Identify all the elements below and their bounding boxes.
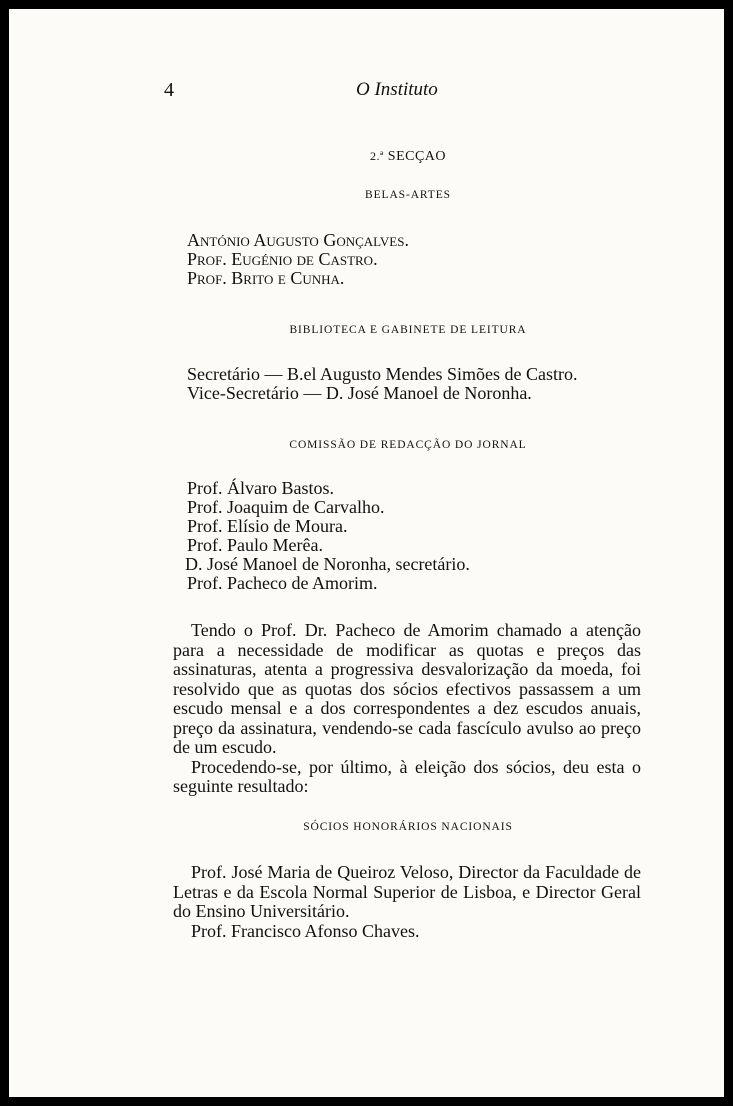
list-item: Prof. Paulo Merêa. — [187, 535, 323, 555]
comissao-list — [187, 479, 470, 593]
paragraph: Procedendo-se, por último, à eleição dos sócios, deu esta o seguinte resultado: — [173, 756, 641, 796]
list-item: António Augusto Gonçalves. — [187, 230, 409, 250]
list-item: Prof. Pacheco de Amorim. — [187, 573, 378, 593]
belas-artes-heading: BELAS-ARTES — [365, 189, 451, 201]
list-item: Prof. José Maria de Queiroz Veloso, Director da Faculdade de Letras e da Escola Normal Superior de Lisboa, e Director Geral do Ensino Universitário. — [173, 862, 641, 921]
belas-artes-list — [187, 231, 409, 288]
body-text — [173, 621, 641, 797]
socios-list — [173, 863, 641, 941]
list-item: Prof. Elísio de Moura. — [187, 516, 348, 536]
list-item: Prof. Álvaro Bastos. — [187, 478, 334, 498]
list-item: Prof. Joaquim de Carvalho. — [187, 497, 385, 517]
paragraph: Tendo o Prof. Dr. Pacheco de Amorim chamado a atenção para a necessidade de modificar as quotas e preços das assinaturas, atenta a progressiva desvalorização da moeda, foi resolvido que as quotas dos sócios efectivos passassem a um escudo mensal e a dos correspondentes a dez escudos anuais, preço da assinatura, vendendo-se cada fascículo avulso ao preço de um escudo. — [173, 620, 641, 757]
biblioteca-heading: BIBLIOTECA E GABINETE DE LEITURA — [289, 324, 527, 336]
list-item: D. José Manoel de Noronha, secretário. — [185, 554, 470, 574]
section-title: SECÇAO — [387, 149, 447, 164]
list-item: Prof. Brito e Cunha. — [187, 268, 345, 288]
socios-heading: SÓCIOS HONORÁRIOS NACIONAIS — [303, 821, 513, 833]
running-title: O Instituto — [356, 79, 438, 100]
page-number: 4 — [164, 79, 174, 101]
section-ordinal: 2.ª — [369, 149, 384, 163]
list-item: Prof. Francisco Afonso Chaves. — [191, 920, 420, 941]
section-heading — [9, 149, 724, 165]
list-item: Prof. Eugénio de Castro. — [187, 249, 378, 269]
list-item: Vice-Secretário — D. José Manoel de Noronha. — [187, 383, 532, 403]
list-item: Secretário — B.el Augusto Mendes Simões de Castro. — [187, 364, 578, 384]
document-page — [9, 9, 724, 1097]
comissao-heading: COMISSÃO DE REDACÇÃO DO JORNAL — [289, 439, 527, 451]
biblioteca-list — [187, 365, 577, 403]
